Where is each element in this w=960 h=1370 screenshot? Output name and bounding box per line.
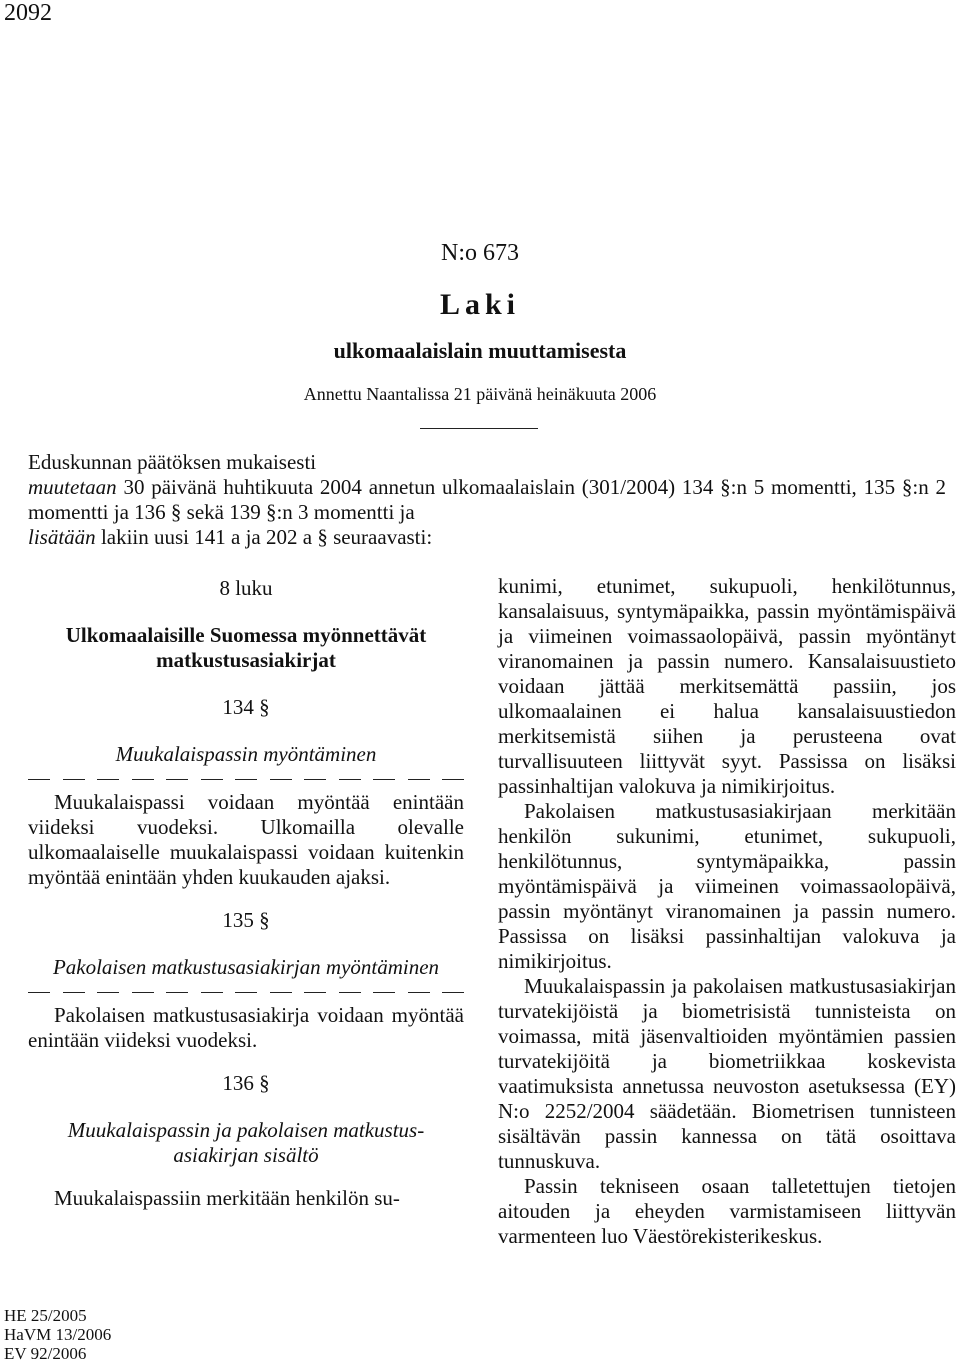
statute-number: N:o 673 <box>441 240 519 266</box>
section-136-paragraph-2: Pakolaisen matkustusasiakirjaan merkitään henkilön sukunimi, etunimet, sukupuoli, henkilötunnus, syntymäpaikka, passin myöntämispäivä ja viimeinen voimassaolopäivä, passin myöntänyt viranomainen ja passin numero. Passissa on lisäksi passinhaltijan valokuva ja nimikirjoitus. <box>498 799 956 973</box>
reference-ev: EV 92/2006 <box>4 1344 87 1363</box>
section-136-title-line2: asiakirjan sisältö <box>173 1143 319 1167</box>
preamble-intro: Eduskunnan päätöksen mukaisesti <box>28 450 317 474</box>
section-136-text: Muukalaispassiin merkitään henkilön su- <box>54 1186 400 1210</box>
section-136-paragraph-3: Muukalaispassin ja pakolaisen matkustusasiakirjan turvatekijöistä ja biometrisistä tunnisteista on voimassa, mitä jäsenvaltioiden myöntämien passien turvatekijöitä ja biometriikkaa koskevista vaatimuksista annetussa neuvoston asetuksessa (EY) N:o 2252/2004 säädetään. Biometrisen tunnisteen sisältävän passin kannessa on tätä osoittava tunnuskuva. <box>498 974 956 1173</box>
legislative-references <box>4 1306 111 1363</box>
chapter-number: 8 luku <box>219 576 273 600</box>
section-134-heading: 134 § <box>222 695 270 719</box>
preamble-amend <box>28 475 946 525</box>
section-135-text: Pakolaisen matkustusasiakirja voidaan myöntää enintään viideksi vuodeksi. <box>28 1003 464 1052</box>
title-divider <box>420 428 538 429</box>
omission-line <box>28 779 464 780</box>
amend-keyword: muutetaan <box>28 475 117 499</box>
section-136-paragraph-4: Passin tekniseen osaan talletettujen tietojen aitouden ja eheyden varmistamiseen liittyvän varmenteen luo Väestörekisterikeskus. <box>498 1174 956 1248</box>
section-134-title: Muukalaispassin myöntäminen <box>115 742 377 766</box>
given-date: Annettu Naantalissa 21 päivänä heinäkuuta 2006 <box>303 384 657 404</box>
chapter-title-line1: Ulkomaalaisille Suomessa myönnettävät <box>65 623 427 647</box>
section-135-title: Pakolaisen matkustusasiakirjan myöntäminen <box>52 955 440 979</box>
add-keyword: lisätään <box>28 525 96 549</box>
chapter-title-line2: matkustusasiakirjat <box>156 648 336 672</box>
section-136-heading: 136 § <box>222 1071 270 1095</box>
law-subtitle: ulkomaalaislain muuttamisesta <box>333 338 627 363</box>
section-135-heading: 135 § <box>222 908 270 932</box>
amend-text: 30 päivänä huhtikuuta 2004 annetun ulkomaalaislain (301/2004) 134 §:n 5 momentti, 135 §:n 2 momentti ja 136 § sekä 139 §:n 3 momentti ja <box>28 475 946 524</box>
right-column <box>498 574 956 1249</box>
add-text: lakiin uusi 141 a ja 202 a § seuraavasti: <box>95 525 433 549</box>
section-136-title-line1: Muukalaispassin ja pakolaisen matkustus- <box>67 1118 425 1142</box>
section-136-paragraph-1: kunimi, etunimet, sukupuoli, henkilötunnus, kansalaisuus, syntymäpaikka, passin myöntämispäivä ja viimeinen voimassaolopäivä, passin myöntänyt viranomainen ja passin numero. Kansalaisuustieto voidaan jättää merkitsemättä passiin, jos ulkomaalainen ei halua kansalaisuustiedon merkitsemistä siihen ja perusteena ovat turvallisuuteen liittyvät syyt. Passissa on lisäksi passinhaltijan valokuva ja nimikirjoitus. <box>498 574 956 798</box>
reference-havm: HaVM 13/2006 <box>4 1325 112 1344</box>
section-134-text: Muukalaispassi voidaan myöntää enintään viideksi vuodeksi. Ulkomailla olevalle ulkomaalaiselle muukalaispassi voidaan kuitenkin myöntää enintään yhden kuukauden ajaksi. <box>28 790 464 889</box>
omission-line <box>28 992 464 993</box>
left-column <box>28 574 464 1211</box>
preamble-add <box>28 525 946 550</box>
preamble <box>28 450 946 550</box>
reference-he: HE 25/2005 <box>4 1306 87 1325</box>
law-title: Laki <box>439 288 521 321</box>
page-number: 2092 <box>4 0 52 26</box>
